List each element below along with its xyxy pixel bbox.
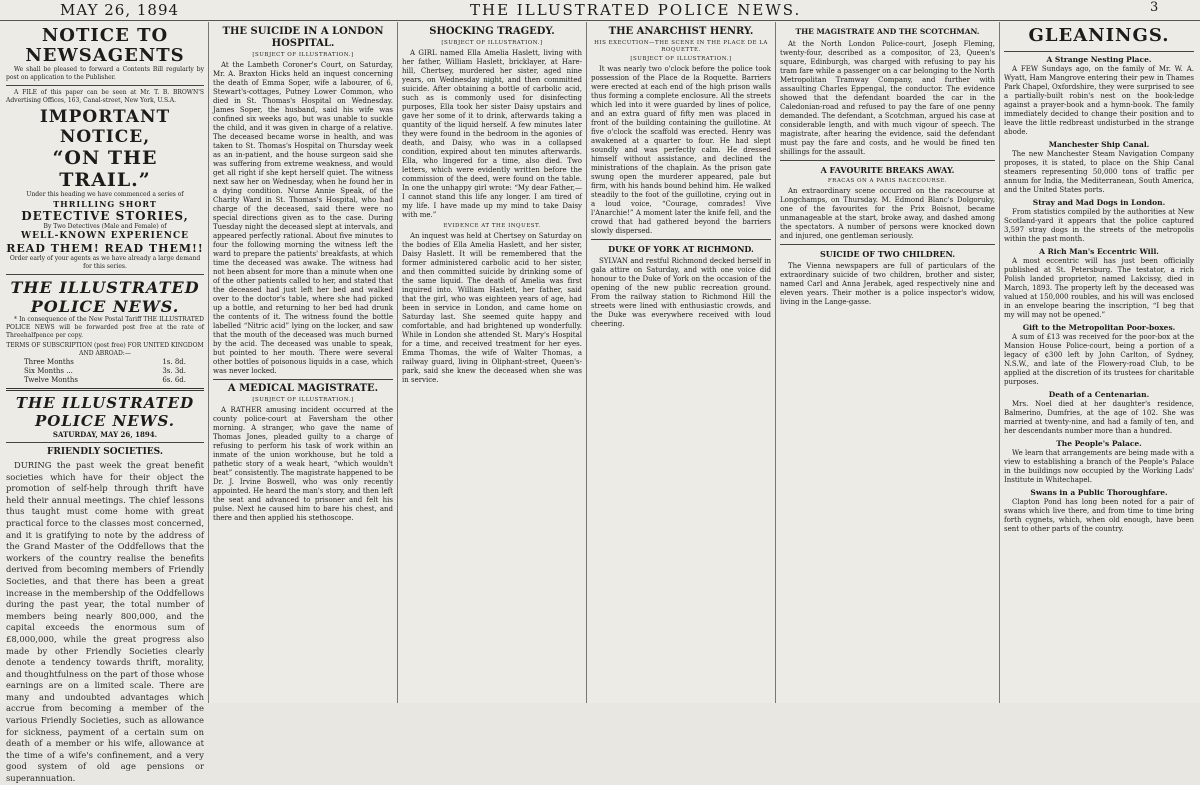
- subject-label: [SUBJECT OF ILLUSTRATION.]: [441, 40, 543, 46]
- gleaning-text: A FEW Sundays ago, on the family of Mr. W. A. Wyatt, Ham Mangrove entering their pew in Thames Park Chapel, Oxfordshire, they were surprised to see a partially-built robin's nest on the book-ledge against a prayer-book and a hymn-book. The family immediately decided to change their position and to leave the little redbreast undisturbed in the strange abode.: [1004, 65, 1194, 136]
- article-text: At the Lambeth Coroner's Court, on Saturday, Mr. A. Braxton Hicks held an inquest concerning the death of Emma Soper, wife a labourer, of 6, Stewart's-cottages, Putney Lower Common, who died in St. Thomas's Hospital on Wednesday. James Soper, the husband, said his wife was confined six weeks ago, but was unable to suckle the child, and it was given in charge of a relative. The deceased became worse in health, and was taken to St. Thomas's Hospital on Thursday week as an in-patient, and the house surgeon said she was suffering from extreme weakness, and would get all right if she kept herself quiet. The witness next saw her on Wednesday, when he found her in a dying condition. Nurse Annie Speak, of the Charity Ward in St. Thomas's Hospital, who had charge of the deceased, said there were no special directions given as to the case. During Tuesday night the deceased slept at intervals, and appeared perfectly rational. About five minutes to four the following morning the witness left the ward to prepare the patients' breakfasts, at which time the deceased was awake. The witness had not been absent for more than a minute when one of the other patients called to her, and stated that the deceased had just left her bed and walked over to the doctor's table, where she had picked up a bottle, and returning to her bed had drunk the contents of it. The witness found the bottle labelled “Nitric acid” lying on the locker, and saw that the mouth of the deceased was much burned by the acid. The deceased was unable to speak, but pointed to her mouth. There were several other bottles of poisonous liquids in a case, which was never locked.: [213, 61, 393, 375]
- article-text: A RATHER amusing incident occurred at the county police-court at Faversham the other morning. A stranger, who gave the name of Thomas Jones, pleaded guilty to a charge of refusing to perform his task of work within an inmate of the union workhouse, but he told a pathetic story of a weak heart, “which wouldn't beat” consistently. The magistrate happened to be Dr. J. Irvine Boswell, who was only recently appointed. He heard the man's story, and then left the seat and advanced to prisoner and felt his pulse. Next he caused him to bare his chest, and there and then applied his stethoscope.: [213, 406, 393, 522]
- paper-date: SATURDAY, MAY 26, 1894.: [52, 430, 158, 439]
- gleaning-head: Stray and Mad Dogs in London.: [1032, 198, 1166, 207]
- subject-label: [SUBJECT OF ILLUSTRATION.]: [252, 397, 354, 403]
- gleaning-head: A Rich Man's Eccentric Will.: [1039, 247, 1159, 256]
- gleaning-text: Mrs. Noel died at her daughter's residence, Balmerino, Dumfries, at the age of 102. She was married at twenty-nine, and had a family of ten, and her descendants number more than a hundred.: [1004, 400, 1194, 435]
- article-subtitle: HIS EXECUTION—THE SCENE IN THE PLACE DE LA ROQUETTE.: [594, 40, 768, 53]
- article-title: SUICIDE OF TWO CHILDREN.: [819, 249, 956, 259]
- article-text: At the North London Police-court, Joseph Fleming, twenty-four, described as a compositor, of 23, Queen's square, Edinburgh, was charged with refusing to pay his tram fare while a passenger on a car belonging to the North Metropolitan Tramway Company, and further with assaulting Charles Eppengal, the conductor. The evidence showed that the defendant boarded the car in the Caledonian-road and refused to pay the fare of one penny demanded. The defendant, a Scotchman, argued his case at considerable length, and with much vigour of speech. The magistrate, after hearing the evidence, said the defendant must pay the fare and costs, and he would be fined ten shillings for the assault.: [780, 40, 995, 156]
- page-number: 3: [1150, 0, 1159, 15]
- postal-note: * In consequence of the New Postal Tariff THE ILLUSTRATED POLICE NEWS will be forwarded post free at the rate of Threehalfpence per copy.: [6, 316, 204, 339]
- under-heading: Under this heading we have commenced a series of: [26, 191, 184, 198]
- gleaning-head: Death of a Centenarian.: [1048, 390, 1150, 399]
- masthead-date: MAY 26, 1894: [60, 1, 180, 19]
- on-the-trail: “ON THE TRAIL.”: [52, 147, 158, 191]
- article-title: A FAVOURITE BREAKS AWAY.: [820, 165, 955, 175]
- terms-heading: TERMS OF SUBSCRIPTION (post free) FOR UNITED KINGDOM AND ABROAD:—: [6, 342, 204, 357]
- gleaning-text: A most eccentric will has just been officially published at St. Petersburg. The testator, a rich Polish landed proprietor, named Lakcissy, died in March, 1893. The property left by the deceased was valued at 150,000 roubles, and his will was enclosed in an envelope bearing the inscription, “I beg that my will may not be opened.”: [1004, 257, 1194, 319]
- article-title: THE SUICIDE IN A LONDON HOSPITAL.: [222, 26, 384, 49]
- article-text: It was nearly two o'clock before the police took possession of the Place de la Roquette. Barriers were erected at each end of the high prison walls thus forming a complete enclosure. All the streets which led into it were guarded by lines of police, and an extra guard of fifty men was placed in front of the building containing the guillotine. At five o'clock the scaffold was erected. Henry was awakened at a quarter to four. He had slept soundly and was perfectly calm. He dressed himself without assistance, and declined the ministrations of the chaplain. As the prison gate swung open the murderer appeared, pale but firm, with his hands bound behind him. He walked steadily to the foot of the guillotine, crying out in a loud voice, “Courage, comrades! Vive l'Anarchie!” A moment later the knife fell, and the crowd that had gathered beyond the barriers slowly dispersed.: [591, 65, 771, 235]
- column-5: [780, 24, 995, 703]
- file-note: A FILE of this paper can be seen at Mr. T. B. BROWN'S Advertising Offices, 163, Canal-street, New York, U.S.A.: [6, 89, 204, 104]
- by-two-detectives: By Two Detectives (Male and Female) of: [43, 223, 167, 230]
- subject-label: [SUBJECT OF ILLUSTRATION.]: [630, 56, 732, 62]
- order-early: Order early of your agents as we have already a large demand for this series.: [9, 255, 201, 270]
- column-4: [591, 24, 771, 703]
- terms-row: Twelve Months 6s. 6d.: [24, 376, 186, 384]
- gleaning-text: Clapton Pond has long been noted for a pair of swans which live there, and from time to time bring forth cygnets, which, when old enough, have been sent to other parts of the country.: [1004, 498, 1194, 533]
- gleaning-text: From statistics compiled by the authorities at New Scotland-yard it appears that the police captured 3,597 stray dogs in the streets of the metropolis within the past month.: [1004, 208, 1194, 243]
- article-subtitle: FRACAS ON A PARIS RACECOURSE.: [827, 178, 948, 184]
- notice-title: NOTICE TO NEWSAGENTS: [25, 25, 185, 66]
- article-text: A GIRL named Ella Amelia Haslett, living with her father, William Haslett, bricklayer, at Hare-hill, Chertsey, murdered her sister, aged nine years, on Wednesday night, and then committed suicide. After obtaining a bottle of carbolic acid, such as is commonly used for disinfecting purposes, Ella took her sister Daisy upstairs and gave her some of it to drink, afterwards taking a quantity of the liquid herself. A few minutes later they were found in the bedroom in the agonies of death, and Daisy, who was in a collapsed condition, expired about ten minutes afterwards. Ella, who lingered for a time, also died. Two letters, which were evidently written before the commission of the deed, were found on the table. In one the unhappy girl wrote: “My dear Father,—I cannot stand this life any longer. I am tired of my life. I have made up my mind to take Daisy with me.”: [402, 49, 582, 219]
- article-text: An extraordinary scene occurred on the racecourse at Longchamps, on Thursday. M. Edmond Blanc's Dolgoruky, one of the favourites for the Prix Boisnot, became unmanageable at the start, broke away, and dashed among the spectators. A number of persons were knocked down and injured, one gentleman seriously.: [780, 187, 995, 240]
- column-3: [402, 24, 582, 703]
- article-text: SYLVAN and restful Richmond decked herself in gala attire on Saturday, and with one voice did honour to the Duke of York on the occasion of the opening of the new public recreation ground. From the railway station to Richmond Hill the streets were lined with enthusiastic crowds, and the Duke was everywhere received with loud cheering.: [591, 257, 771, 328]
- important-notice: IMPORTANT NOTICE,: [39, 107, 171, 147]
- article-title: THE MAGISTRATE AND THE SCOTCHMAN.: [795, 27, 980, 36]
- article-text: An inquest was held at Chertsey on Saturday on the bodies of Ella Amelia Haslett, and her sister, Daisy Haslett. It will be remembered that the former administered carbolic acid to her sister, and then committed suicide by drinking some of the same liquid. The death of Amelia was first inquired into. William Haslett, her father, said that the girl, who was eighteen years of age, had been in service in London, and came home on Saturday last. She seemed quite happy and comfortable, and had brightened up wonderfully. While in London she attended St. Mary's Hospital for a time, and received treatment for her eyes. Emma Thomas, the wife of Walter Thomas, a railway guard, living in Oliphant-street, Queen's-park, said she knew the deceased when she was in service.: [402, 232, 582, 384]
- gleaning-head: The People's Palace.: [1056, 439, 1142, 448]
- gleaning-head: A Strange Nesting Place.: [1046, 55, 1152, 64]
- gleanings-title: GLEANINGS.: [1028, 25, 1170, 46]
- article-title: THE ANARCHIST HENRY.: [608, 26, 754, 37]
- friendly-societies-text: DURING the past week the great benefit societies which have for their object the promotion of self-help through thrift have held their annual meetings. The chief lessons thus taught must come home with great practical force to the classes most concerned, and it is gratifying to note by the address of the Grand Master of the Oddfellows that the workers of the country realise the benefits derived from becoming members of Friendly Societies, and that there has been a great increase in the membership of the Oddfellows during the past year, the total number of members being nearly 800,000, and the capital exceeds the enormous sum of £8,000,000, while the great progress also made by other Friendly Societies clearly denote a tendency towards thrift, morality, and thoughtfulness on the part of those whose earnings are on a limited scale. There are many and undoubted advantages which accrue from becoming a member of the various Friendly Societies, such as allowance for sickness, payment of a certain sum on death of a member or his wife, allowance at the time of a wife's confinement, and a very good system of old age pensions or superannuation.: [6, 460, 204, 784]
- notice-text: We shall be pleased to forward a Contents Bill regularly by post on application to the Publisher.: [6, 66, 204, 81]
- masthead: [0, 0, 1200, 21]
- subhead: EVIDENCE AT THE INQUEST.: [443, 223, 541, 229]
- gleaning-head: Swans in a Public Thoroughfare.: [1030, 488, 1168, 497]
- terms-row: Six Months ... 3s. 3d.: [24, 367, 186, 375]
- article-title: A MEDICAL MAGISTRATE.: [227, 383, 379, 394]
- gleaning-text: We learn that arrangements are being made with a view to establishing a branch of the People's Palace in the buildings now occupied by the Working Lads' Institute in Whitechapel.: [1004, 449, 1194, 484]
- article-text: The Vienna newspapers are full of particulars of the extraordinary suicide of two children, brother and sister, named Carl and Anna Jerabek, aged respectively nine and eleven years. Their mother is a police inspector's widow, living in the Lange-gasse.: [780, 262, 995, 306]
- gleaning-text: The new Manchester Steam Navigation Company proposes, it is stated, to place on the Ship Canal steamers representing 50,000 tons of traffic per annum for India, the Mediterranean, South America, and the United States ports.: [1004, 150, 1194, 194]
- friendly-societies-title: FRIENDLY SOCIETIES.: [47, 447, 163, 457]
- terms-row: Three Months 1s. 8d.: [24, 358, 186, 366]
- article-title: SHOCKING TRAGEDY.: [429, 26, 555, 37]
- read-them: READ THEM! READ THEM!!: [6, 242, 204, 255]
- column-2: [213, 24, 393, 703]
- column-6: [1004, 24, 1194, 703]
- well-known-experience: WELL-KNOWN EXPERIENCE: [21, 231, 189, 241]
- column-1: [6, 24, 204, 784]
- paper-title-2: THE ILLUSTRATED POLICE NEWS.: [15, 394, 195, 430]
- paper-title: THE ILLUSTRATED POLICE NEWS.: [10, 278, 200, 316]
- detective-stories: DETECTIVE STORIES,: [21, 209, 189, 223]
- subject-label: [SUBJECT OF ILLUSTRATION.]: [252, 52, 354, 58]
- article-title: DUKE OF YORK AT RICHMOND.: [608, 244, 754, 254]
- thrilling-short: THRILLING SHORT: [53, 199, 157, 209]
- gleaning-head: Manchester Ship Canal.: [1048, 140, 1150, 149]
- gleaning-head: Gift to the Metropolitan Poor-boxes.: [1022, 323, 1176, 332]
- masthead-title: THE ILLUSTRATED POLICE NEWS.: [470, 1, 802, 19]
- gleaning-text: A sum of £13 was received for the poor-box at the Mansion House Police-court, being a portion of a legacy of ¢300 left by John Carlton, of Sydney, N.S.W., and late of the Flowery-road Club, to be applied at the discretion of its trustees for charitable purposes.: [1004, 333, 1194, 386]
